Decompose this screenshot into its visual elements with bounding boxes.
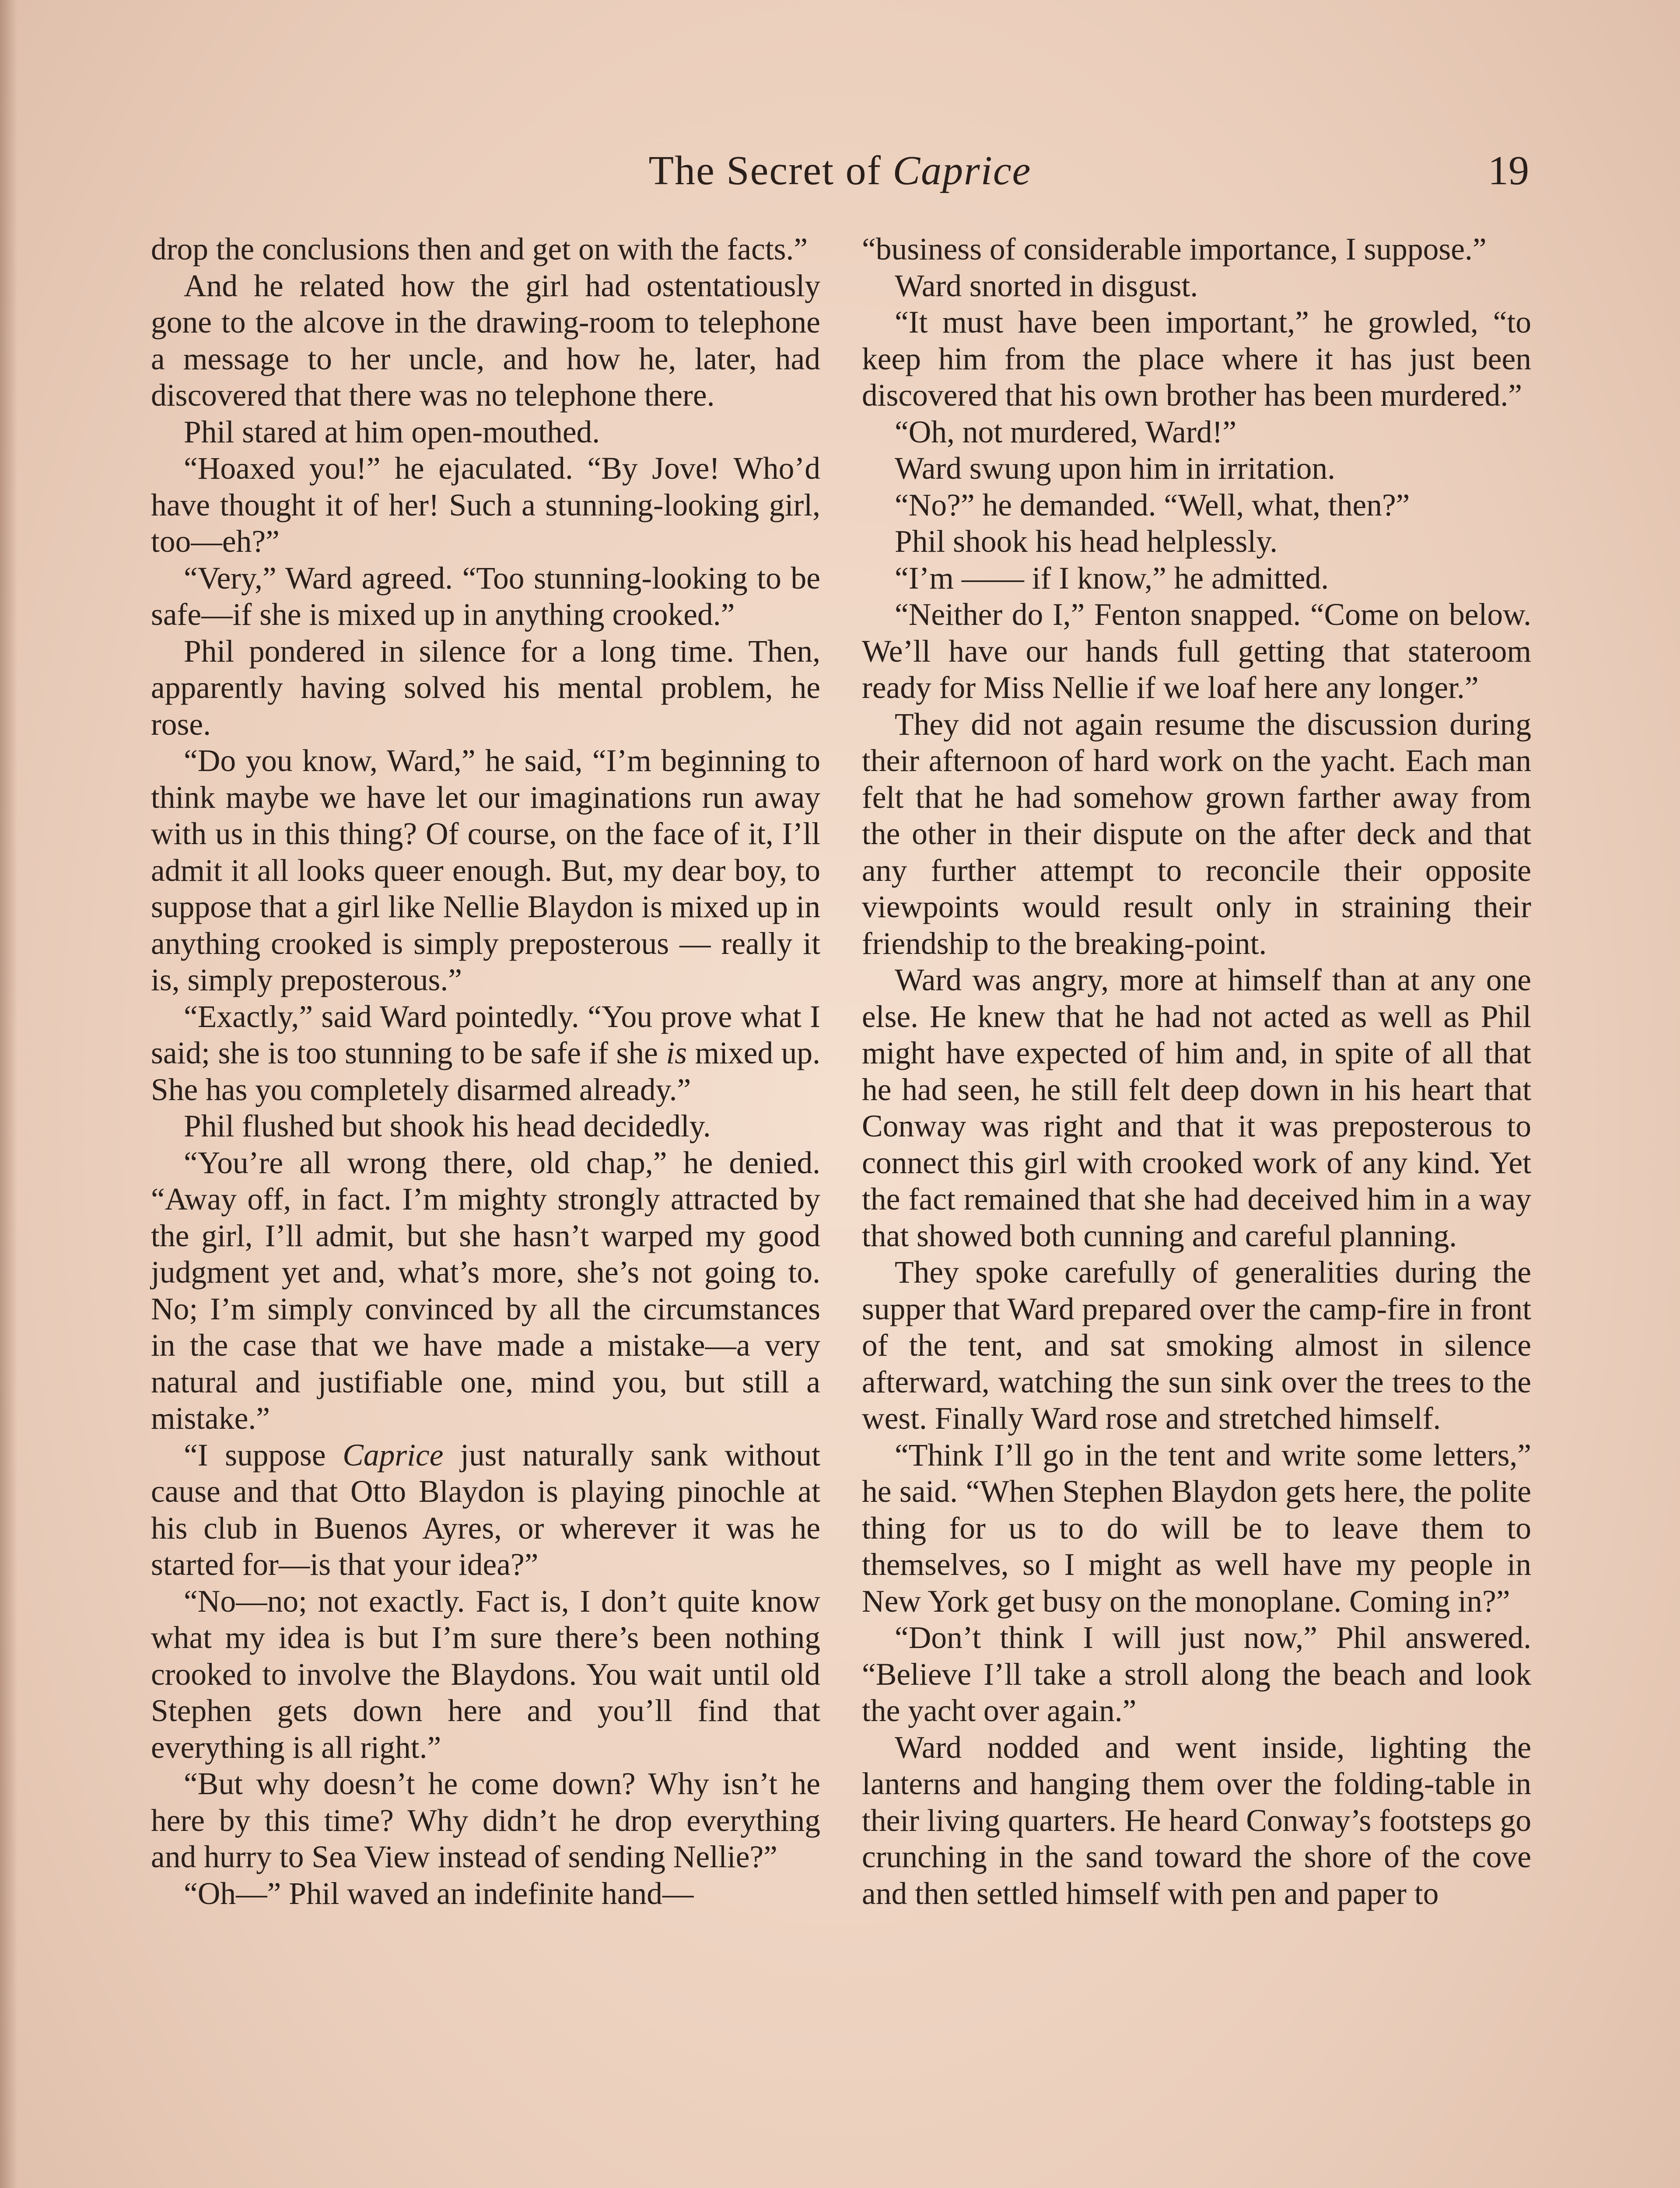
paragraph: “Exactly,” said Ward pointedly. “You prove what I said; she is too stunning to be safe if she is mixed up. She has you completely disarmed already.”: [151, 999, 821, 1107]
paragraph: Ward nodded and went inside, lighting the lanterns and hanging them over the folding-table in their living quarters. He heard Conway’s footsteps go crunching in the sand toward the shore of the cove and then settled himself with pen and paper to: [862, 1730, 1531, 1911]
paragraph: Phil flushed but shook his head decidedly.: [184, 1109, 711, 1143]
paragraph: “But why doesn’t he come down? Why isn’t he here by this time? Why didn’t he drop everything and hurry to Sea View instead of sending Nellie?”: [151, 1767, 820, 1874]
paragraph: And he related how the girl had ostentatiously gone to the alcove in the drawing-room to telephone a message to her uncle, and how he, later, had discovered that there was no telephone there.: [151, 268, 820, 413]
paragraph: Phil stared at him open-mouthed.: [184, 414, 600, 449]
running-title: [151, 140, 1529, 201]
page-edge-shadow: [0, 0, 18, 2188]
paragraph: “No—no; not exactly. Fact is, I don’t quite know what my idea is but I’m sure there’s been nothing crooked to involve the Blaydons. You wait until old Stephen gets down here and you’ll find that everything is all right.”: [151, 1584, 820, 1765]
paragraph: “business of considerable importance, I suppose.”: [862, 232, 1487, 266]
paragraph: They spoke carefully of generalities during the supper that Ward prepared over the camp-fire in front of the tent, and sat smoking almost in silence afterward, watching the sun sink over the trees to the west. Finally Ward rose and stretched himself.: [862, 1255, 1531, 1436]
paragraph: “You’re all wrong there, old chap,” he denied. “Away off, in fact. I’m mighty strongly attracted by the girl, I’ll admit, but she hasn’t warped my good judgment yet and, what’s more, she’s not going to. No; I’m simply convinced by all the circumstances in the case that we have made a mistake—a very natural and justifiable one, mind you, but still a mistake.”: [151, 1145, 820, 1436]
paragraph: Ward was angry, more at himself than at any one else. He knew that he had not acted as well as Phil might have expected of him and, in spite of all that he had seen, he still felt deep down in his heart that Conway was right and that it was preposterous to connect this girl with crooked work of any kind. Yet the fact remained that she had deceived him in a way that showed both cunning and careful planning.: [862, 963, 1531, 1253]
paragraph: “Neither do I,” Fenton snapped. “Come on below. We’ll have our hands full getting that stateroom ready for Miss Nellie if we loaf here any longer.”: [862, 597, 1531, 705]
paragraph: Ward snorted in disgust.: [895, 268, 1198, 303]
paragraph: “I’m —— if I know,” he admitted.: [895, 561, 1329, 596]
running-title-prefix: The Secret of: [648, 148, 893, 193]
paragraph: “I suppose Caprice just naturally sank without cause and that Otto Blaydon is playing pinochle at his club in Buenos Ayres, or wherever it was he started for—is that your idea?”: [151, 1438, 820, 1582]
paragraph: “Hoaxed you!” he ejaculated. “By Jove! Who’d have thought it of her! Such a stunning-looking girl, too—eh?”: [151, 451, 820, 559]
ship-name: Caprice: [343, 1438, 444, 1473]
page-header: [151, 140, 1529, 201]
page-number: 19: [1488, 148, 1529, 193]
paragraph: “Do you know, Ward,” he said, “I’m beginning to think maybe we have let our imaginations run away with us in this thing? Of course, on the face of it, I’ll admit it all looks queer enough. But, my dear boy, to suppose that a girl like Nellie Blaydon is mixed up in anything crooked is simply preposterous — really it is, simply preposterous.”: [151, 743, 820, 997]
paragraph: “No?” he demanded. “Well, what, then?”: [895, 487, 1410, 522]
paragraph: They did not again resume the discussion during their afternoon of hard work on the yacht. Each man felt that he had somehow grown farther away from the other in their dispute on the after deck and that any further attempt to reconcile their opposite viewpoints would result only in straining their friendship to the breaking-point.: [862, 707, 1531, 961]
running-title-italic: Caprice: [892, 148, 1032, 193]
right-column: [862, 231, 1531, 1912]
paragraph: drop the conclusions then and get on with the facts.”: [151, 232, 808, 266]
paragraph: Phil shook his head helplessly.: [895, 524, 1278, 559]
paragraph: “Oh, not murdered, Ward!”: [895, 414, 1237, 449]
paragraph: Ward swung upon him in irritation.: [895, 451, 1336, 486]
paragraph: “Don’t think I will just now,” Phil answered. “Believe I’ll take a stroll along the beach and look the yacht over again.”: [862, 1620, 1531, 1728]
paragraph: “Think I’ll go in the tent and write some letters,” he said. “When Stephen Blaydon gets here, the polite thing for us to do will be to leave them to themselves, so I might as well have my people in New York get busy on the monoplane. Coming in?”: [862, 1438, 1531, 1619]
paragraph: “Very,” Ward agreed. “Too stunning-looking to be safe—if she is mixed up in anything crooked.”: [151, 561, 820, 632]
paragraph: “Oh—” Phil waved an indefinite hand—: [184, 1876, 694, 1911]
paragraph: “It must have been important,” he growled, “to keep him from the place where it has just been discovered that his own brother has been murdered.”: [862, 305, 1531, 413]
left-column: [151, 231, 820, 1912]
emphasis: is: [666, 1036, 687, 1070]
paragraph: Phil pondered in silence for a long time. Then, apparently having solved his mental problem, he rose.: [151, 634, 820, 742]
